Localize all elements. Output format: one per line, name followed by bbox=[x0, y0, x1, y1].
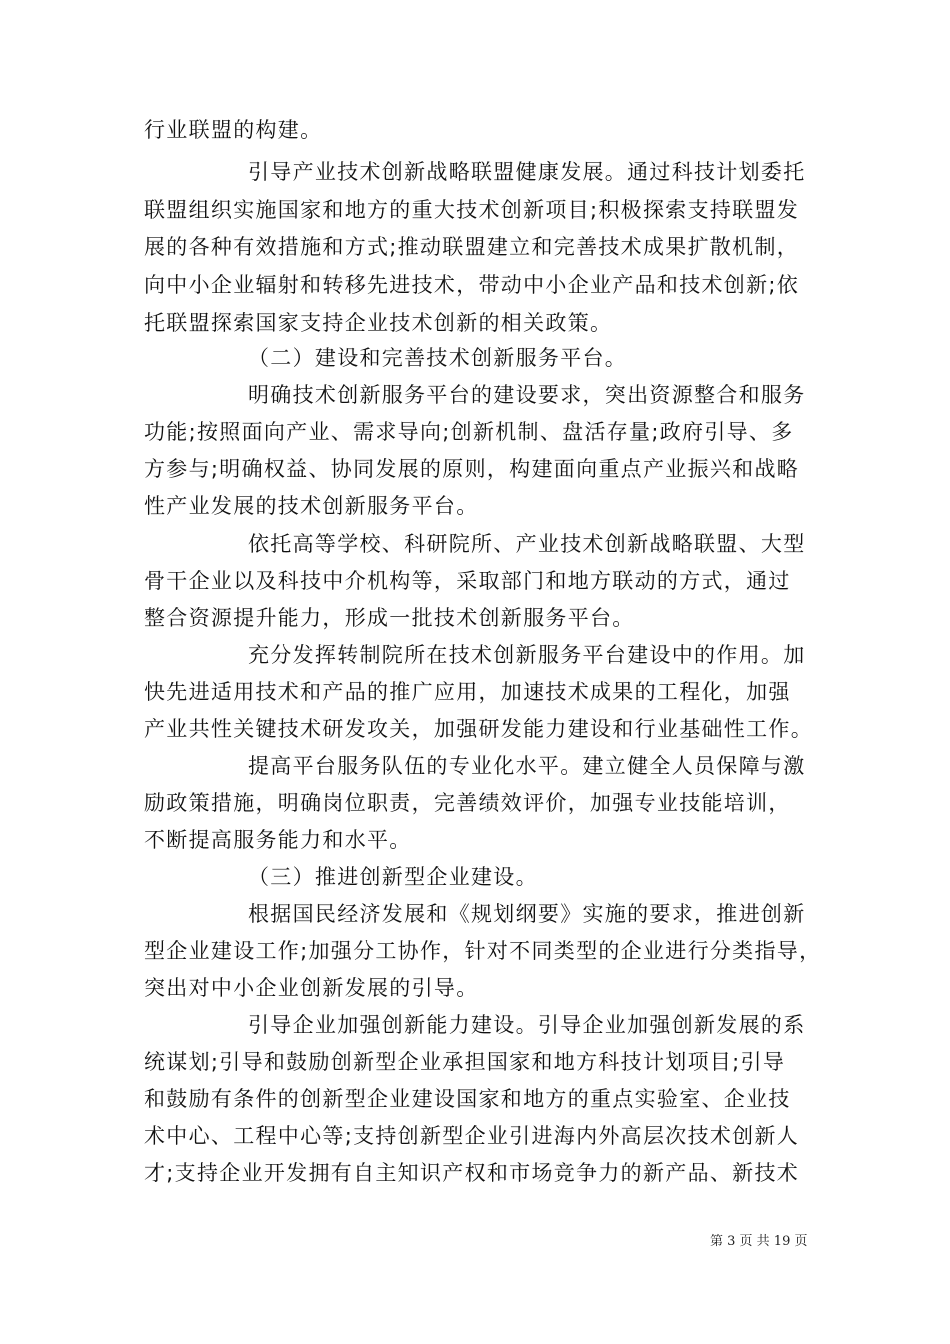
paragraph-first-line: 引导产业技术创新战略联盟健康发展。通过科技计划委托 bbox=[248, 160, 806, 184]
text-line: 术中心、工程中心等;支持创新型企业引进海内外高层次技术创新人 bbox=[144, 1124, 800, 1148]
text-line: 产业共性关键技术研发攻关，加强研发能力建设和行业基础性工作。 bbox=[144, 717, 813, 741]
text-line: 才;支持企业开发拥有自主知识产权和市场竞争力的新产品、新技术 bbox=[144, 1161, 800, 1185]
text-line: 整合资源提升能力，形成一批技术创新服务平台。 bbox=[144, 606, 635, 630]
text-line: 骨干企业以及科技中介机构等，采取部门和地方联动的方式，通过 bbox=[144, 569, 791, 593]
section-heading: （三）推进创新型企业建设。 bbox=[248, 865, 538, 889]
paragraph-first-line: 明确技术创新服务平台的建设要求，突出资源整合和服务 bbox=[248, 383, 806, 407]
paragraph-first-line: 引导企业加强创新能力建设。引导企业加强创新发展的系 bbox=[248, 1013, 806, 1037]
text-line: 托联盟探索国家支持企业技术创新的相关政策。 bbox=[144, 311, 613, 335]
text-line: 突出对中小企业创新发展的引导。 bbox=[144, 976, 479, 1000]
text-line: 快先进适用技术和产品的推广应用，加速技术成果的工程化，加强 bbox=[144, 680, 791, 704]
text-line: 展的各种有效措施和方式;推动联盟建立和完善技术成果扩散机制， bbox=[144, 235, 800, 259]
text-line: 励政策措施，明确岗位职责，完善绩效评价，加强专业技能培训， bbox=[144, 791, 791, 815]
text-line: 行业联盟的构建。 bbox=[144, 118, 323, 142]
text-line: 型企业建设工作;加强分工协作，针对不同类型的企业进行分类指导， bbox=[144, 939, 822, 963]
text-line: 不断提高服务能力和水平。 bbox=[144, 828, 412, 852]
text-line: 和鼓励有条件的创新型企业建设国家和地方的重点实验室、企业技 bbox=[144, 1087, 791, 1111]
text-line: 联盟组织实施国家和地方的重大技术创新项目;积极探索支持联盟发 bbox=[144, 198, 800, 222]
paragraph-first-line: 提高平台服务队伍的专业化水平。建立健全人员保障与激 bbox=[248, 754, 806, 778]
paragraph-first-line: 依托高等学校、科研院所、产业技术创新战略联盟、大型 bbox=[248, 532, 806, 556]
page-number: 第 3 页 共 19 页 bbox=[710, 1234, 808, 1249]
text-line: 统谋划;引导和鼓励创新型企业承担国家和地方科技计划项目;引导 bbox=[144, 1050, 786, 1074]
text-line: 方参与;明确权益、协同发展的原则，构建面向重点产业振兴和战略 bbox=[144, 457, 800, 481]
section-heading: （二）建设和完善技术创新服务平台。 bbox=[248, 346, 628, 370]
text-line: 向中小企业辐射和转移先进技术，带动中小企业产品和技术创新;依 bbox=[144, 273, 800, 297]
text-line: 性产业发展的技术创新服务平台。 bbox=[144, 494, 479, 518]
text-line: 功能;按照面向产业、需求导向;创新机制、盘活存量;政府引导、多 bbox=[144, 420, 794, 444]
paragraph-first-line: 充分发挥转制院所在技术创新服务平台建设中的作用。加 bbox=[248, 643, 806, 667]
paragraph-first-line: 根据国民经济发展和《规划纲要》实施的要求，推进创新 bbox=[248, 902, 806, 926]
